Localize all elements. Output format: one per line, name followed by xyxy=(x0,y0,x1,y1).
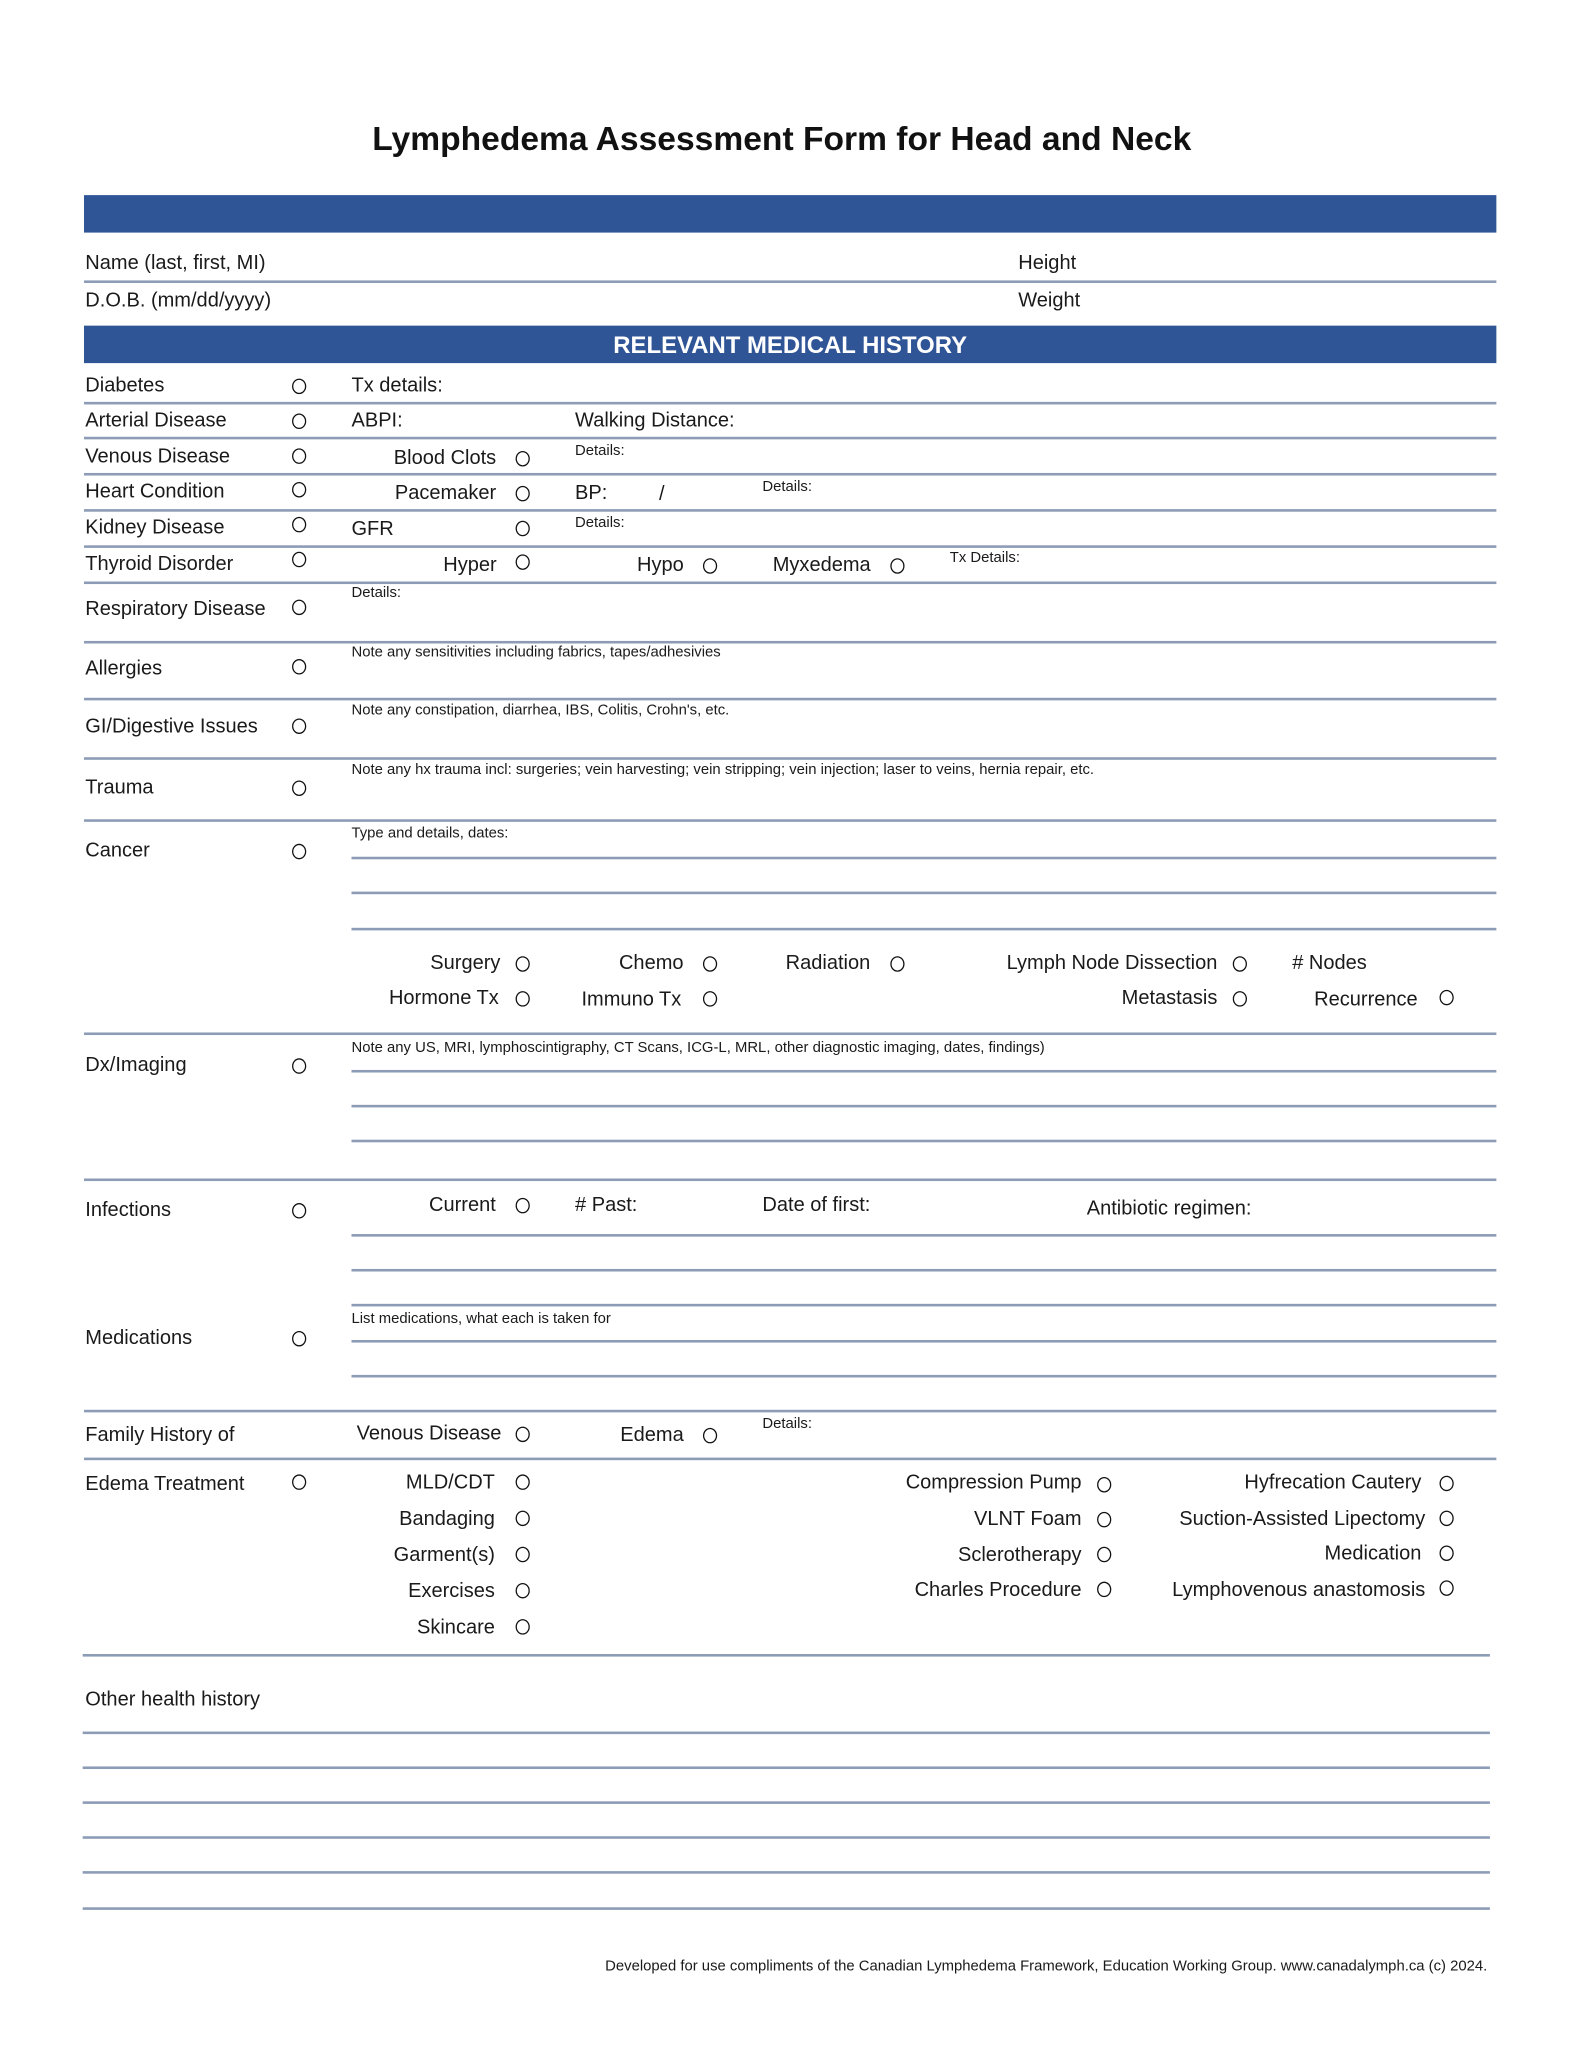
write-line xyxy=(351,1234,1496,1236)
write-line xyxy=(83,1836,1490,1838)
current-label: Current xyxy=(429,1193,496,1216)
hyfrecation-cautery-label: Hyfrecation Cautery xyxy=(1244,1471,1422,1494)
sclerotherapy-label: Sclerotherapy xyxy=(957,1544,1082,1567)
dx-imaging-note: Note any US, MRI, lymphoscintigraphy, CT Scans, ICG-L, MRL, other diagnostic imaging, dates, findings) xyxy=(351,1040,1045,1056)
write-line xyxy=(83,1801,1490,1803)
compression-pump-radio[interactable] xyxy=(1097,1477,1111,1493)
write-line xyxy=(83,1871,1490,1873)
heart-label: Heart Condition xyxy=(85,480,225,503)
radiation-radio[interactable] xyxy=(890,956,904,972)
trauma-note: Note any hx trauma incl: surgeries; vein harvesting; vein stripping; vein injection; laser to veins, hernia repair, etc. xyxy=(351,762,1095,778)
bandaging-radio[interactable] xyxy=(516,1511,530,1527)
diabetes-radio[interactable] xyxy=(292,379,306,395)
respiratory-radio[interactable] xyxy=(292,600,306,616)
medications-radio[interactable] xyxy=(292,1331,306,1347)
write-line xyxy=(83,1766,1490,1768)
footer-credit: Developed for use compliments of the Canadian Lymphedema Framework, Education Working Group. www.canadalymph.ca (c) 2024. xyxy=(605,1958,1488,1975)
divider xyxy=(84,280,1496,282)
page-title: Lymphedema Assessment Form for Head and Neck xyxy=(372,118,1192,158)
myxedema-label: Myxedema xyxy=(772,554,871,577)
allergies-radio[interactable] xyxy=(292,659,306,675)
metastasis-radio[interactable] xyxy=(1233,991,1247,1007)
gi-label: GI/Digestive Issues xyxy=(85,715,258,738)
edema-treatment-label: Edema Treatment xyxy=(85,1473,245,1496)
gi-note: Note any constipation, diarrhea, IBS, Colitis, Crohn's, etc. xyxy=(351,702,730,719)
divider xyxy=(84,1178,1496,1180)
hyfrecation-cautery-radio[interactable] xyxy=(1440,1476,1454,1492)
thyroid-radio[interactable] xyxy=(292,552,306,568)
divider xyxy=(84,581,1496,583)
venous-label: Venous Disease xyxy=(85,445,231,468)
suction-lipectomy-label: Suction-Assisted Lipectomy xyxy=(1179,1507,1426,1530)
arterial-radio[interactable] xyxy=(292,414,306,430)
header-bar xyxy=(84,195,1496,232)
mld-cdt-radio[interactable] xyxy=(516,1474,530,1490)
infections-label: Infections xyxy=(85,1199,172,1222)
myxedema-radio[interactable] xyxy=(890,558,904,574)
charles-procedure-radio[interactable] xyxy=(1097,1582,1111,1598)
allergies-note: Note any sensitivities including fabrics, tapes/adhesivies xyxy=(351,644,721,661)
allergies-label: Allergies xyxy=(85,657,163,680)
write-line xyxy=(351,892,1496,894)
hyper-radio[interactable] xyxy=(516,554,530,570)
surgery-radio[interactable] xyxy=(516,956,530,972)
medications-label: Medications xyxy=(85,1327,193,1350)
infections-radio[interactable] xyxy=(292,1203,306,1219)
thyroid-label: Thyroid Disorder xyxy=(85,553,234,576)
compression-pump-label: Compression Pump xyxy=(905,1471,1082,1494)
details-label: Details: xyxy=(575,515,625,532)
section-title: RELEVANT MEDICAL HISTORY xyxy=(613,330,968,358)
surgery-label: Surgery xyxy=(430,952,501,975)
other-health-history-label: Other health history xyxy=(85,1688,261,1711)
tx-details-label: Tx Details: xyxy=(949,550,1020,566)
details-label: Details: xyxy=(762,1416,812,1432)
past-label: # Past: xyxy=(575,1193,638,1216)
bp-slash: / xyxy=(659,483,665,506)
divider xyxy=(84,1410,1496,1412)
write-line xyxy=(351,1140,1496,1142)
metastasis-label: Metastasis xyxy=(1121,987,1218,1010)
divider xyxy=(84,545,1496,547)
divider xyxy=(351,1304,1496,1306)
write-line xyxy=(351,928,1496,930)
write-line xyxy=(351,857,1496,859)
lymphovenous-anastomosis-radio[interactable] xyxy=(1440,1580,1454,1596)
family-venous-label: Venous Disease xyxy=(356,1422,502,1445)
details-label: Details: xyxy=(575,443,625,459)
write-line xyxy=(351,1070,1496,1072)
cancer-radio[interactable] xyxy=(292,844,306,860)
dx-imaging-radio[interactable] xyxy=(292,1058,306,1074)
immuno-tx-label: Immuno Tx xyxy=(581,988,682,1011)
hyper-label: Hyper xyxy=(443,554,497,577)
cancer-note: Type and details, dates: xyxy=(351,825,509,842)
kidney-label: Kidney Disease xyxy=(85,516,225,539)
dob-label: D.O.B. (mm/dd/yyyy) xyxy=(85,289,272,312)
edema-treatment-radio[interactable] xyxy=(292,1474,306,1490)
nodes-label: # Nodes xyxy=(1292,952,1367,975)
mld-cdt-label: MLD/CDT xyxy=(405,1471,495,1494)
recurrence-radio[interactable] xyxy=(1440,990,1454,1006)
name-label: Name (last, first, MI) xyxy=(85,251,266,274)
exercises-radio[interactable] xyxy=(516,1583,530,1599)
family-venous-radio[interactable] xyxy=(516,1427,530,1443)
venous-radio[interactable] xyxy=(292,448,306,464)
blood-clots-label: Blood Clots xyxy=(393,447,497,470)
divider xyxy=(84,1032,1496,1034)
radiation-label: Radiation xyxy=(785,952,871,975)
divider xyxy=(84,641,1496,643)
cancer-label: Cancer xyxy=(85,839,150,862)
skincare-radio[interactable] xyxy=(516,1619,530,1635)
divider xyxy=(84,698,1496,700)
write-line xyxy=(351,1105,1496,1107)
write-line xyxy=(351,1340,1496,1342)
details-label: Details: xyxy=(351,585,402,601)
hypo-label: Hypo xyxy=(637,554,684,577)
write-line xyxy=(351,1375,1496,1377)
suction-lipectomy-radio[interactable] xyxy=(1440,1511,1454,1527)
divider xyxy=(84,757,1496,759)
recurrence-label: Recurrence xyxy=(1314,988,1418,1011)
kidney-radio[interactable] xyxy=(292,517,306,533)
walking-distance-label: Walking Distance: xyxy=(575,409,735,432)
garments-radio[interactable] xyxy=(516,1547,530,1563)
family-edema-radio[interactable] xyxy=(703,1428,717,1444)
details-label: Details: xyxy=(762,479,812,495)
abpi-label: ABPI: xyxy=(351,409,403,432)
charles-procedure-label: Charles Procedure xyxy=(914,1579,1082,1602)
respiratory-label: Respiratory Disease xyxy=(85,598,266,621)
bp-label: BP: xyxy=(575,481,608,504)
family-history-label: Family History of xyxy=(85,1424,235,1446)
garments-label: Garment(s) xyxy=(393,1544,495,1567)
pacemaker-radio[interactable] xyxy=(516,486,530,502)
vlnt-foam-radio[interactable] xyxy=(1097,1512,1111,1528)
divider xyxy=(84,819,1496,821)
divider xyxy=(83,1654,1490,1656)
height-label: Height xyxy=(1018,251,1077,274)
arterial-label: Arterial Disease xyxy=(85,409,227,432)
heart-radio[interactable] xyxy=(292,482,306,498)
divider xyxy=(84,1458,1496,1460)
lymph-node-dissection-radio[interactable] xyxy=(1233,956,1247,972)
date-of-first-label: Date of first: xyxy=(762,1193,871,1216)
lymphovenous-anastomosis-label: Lymphovenous anastomosis xyxy=(1172,1579,1426,1602)
hormone-tx-label: Hormone Tx xyxy=(388,987,499,1010)
write-line xyxy=(351,1269,1496,1271)
medications-note: List medications, what each is taken for xyxy=(351,1311,611,1328)
lymph-node-dissection-label: Lymph Node Dissection xyxy=(1006,952,1218,975)
hormone-tx-radio[interactable] xyxy=(516,991,530,1007)
trauma-radio[interactable] xyxy=(292,780,306,796)
dx-imaging-label: Dx/Imaging xyxy=(85,1054,187,1077)
gi-radio[interactable] xyxy=(292,718,306,734)
divider xyxy=(84,509,1496,511)
divider xyxy=(84,402,1496,404)
gfr-label: GFR xyxy=(351,518,394,541)
blood-clots-radio[interactable] xyxy=(516,451,530,467)
trauma-label: Trauma xyxy=(85,776,154,799)
bandaging-label: Bandaging xyxy=(399,1507,495,1530)
antibiotic-regimen-label: Antibiotic regimen: xyxy=(1086,1197,1252,1220)
skincare-label: Skincare xyxy=(416,1616,495,1639)
exercises-label: Exercises xyxy=(408,1580,495,1603)
gfr-radio[interactable] xyxy=(516,521,530,537)
divider xyxy=(84,437,1496,439)
pacemaker-label: Pacemaker xyxy=(394,481,497,504)
medication-label: Medication xyxy=(1324,1542,1422,1565)
immuno-tx-radio[interactable] xyxy=(703,991,717,1007)
chemo-radio[interactable] xyxy=(703,956,717,972)
hypo-radio[interactable] xyxy=(703,558,717,574)
family-edema-label: Edema xyxy=(620,1424,684,1446)
tx-details-label: Tx details: xyxy=(351,374,443,397)
write-line xyxy=(83,1732,1490,1734)
vlnt-foam-label: VLNT Foam xyxy=(973,1507,1082,1530)
chemo-label: Chemo xyxy=(618,952,684,975)
sclerotherapy-radio[interactable] xyxy=(1097,1547,1111,1563)
write-line xyxy=(83,1907,1490,1909)
divider xyxy=(84,473,1496,475)
diabetes-label: Diabetes xyxy=(85,374,165,397)
medication-radio[interactable] xyxy=(1440,1545,1454,1561)
current-radio[interactable] xyxy=(516,1198,530,1214)
weight-label: Weight xyxy=(1018,289,1081,312)
